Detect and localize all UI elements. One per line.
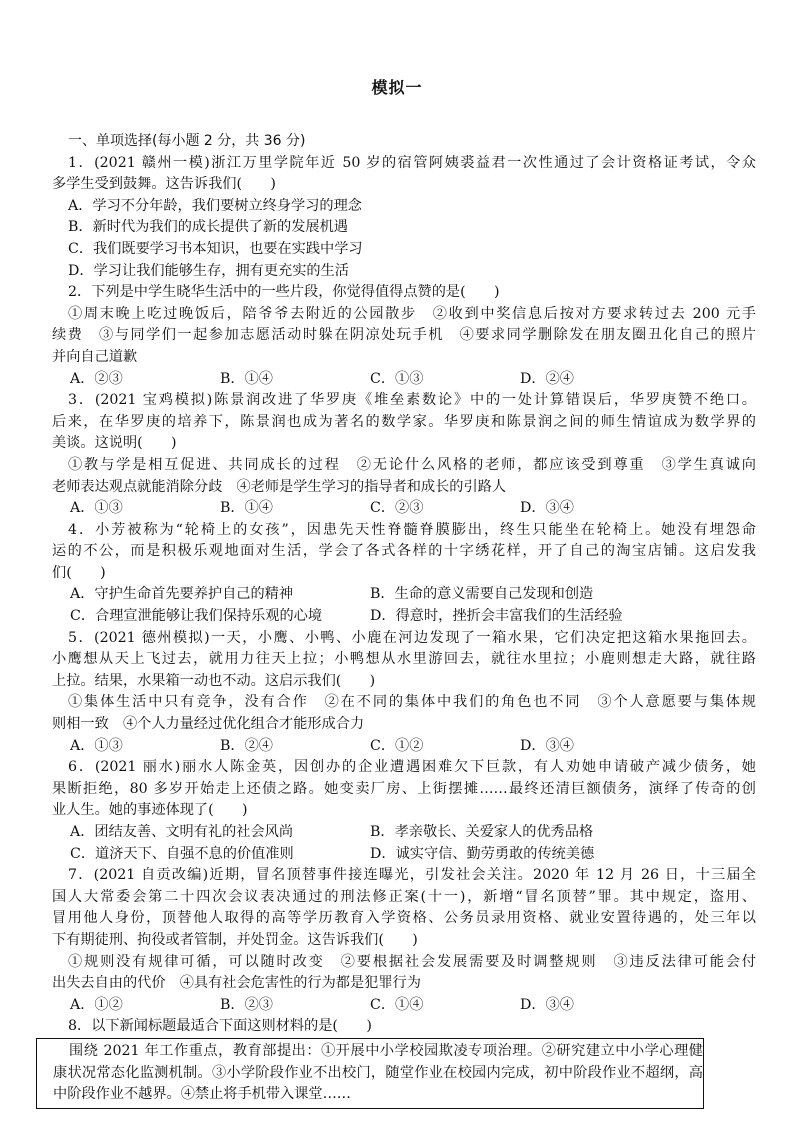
option-a: A．守护生命首先要养护自己的精神 bbox=[70, 586, 294, 603]
option-b: B．①④ bbox=[220, 500, 273, 517]
question-stem-line: 6．(2021 丽水)丽水人陈金英，因创办的企业遭遇困难欠下巨款，有人劝她申请破产减少债务，她 bbox=[68, 759, 756, 776]
question-stem-line: 运的不公，而是积极乐观地面对生活，学会了各式各样的十字绣花样，开了自己的淘宝店铺。这启发我 bbox=[52, 543, 756, 560]
section-heading: 一、单项选择(每小题 2 分，共 36 分) bbox=[68, 133, 306, 149]
material-line: 中阶段作业不越界。④禁止将手机带入课堂…… bbox=[53, 1086, 351, 1103]
material-line: 围绕 2021 年工作重点，教育部提出：①开展中小学校园欺凌专项治理。②研究建立中小学心理健 bbox=[69, 1042, 703, 1059]
options-row bbox=[52, 844, 756, 866]
material-line: 康状况常态化监测机制。③小学阶段作业不出校门，随堂作业在校园内完成，初中阶段作业不超纲，高 bbox=[53, 1064, 703, 1081]
statement-line: 则相一致 ④个人力量经过优化组合才能形成合力 bbox=[52, 716, 365, 733]
option-b: B．孝亲敬长、关爱家人的优秀品格 bbox=[370, 824, 594, 840]
statement-line: ①教与学是相互促进、共同成长的过程 ②无论什么风格的老师，都应该受到尊重 ③学生真诚向 bbox=[68, 456, 756, 473]
option-b: B．新时代为我们的成长提供了新的发展机遇 bbox=[68, 219, 348, 236]
question-stem-line: 小鹰想从天上飞过去，就用力往天上拉；小鸭想从水里游回去，就往水里拉；小鹿则想走大路，就往路 bbox=[52, 651, 756, 668]
option-b: B．生命的意义需要自己发现和创造 bbox=[370, 586, 594, 603]
question-stem-line: 5．(2021 德州模拟)一天，小鹰、小鸭、小鹿在河边发现了一箱水果，它们决定把这箱水果拖回去。 bbox=[68, 629, 756, 646]
option-c: C．①② bbox=[370, 737, 424, 754]
option-b: B．①④ bbox=[220, 370, 273, 387]
statement-line: 续费 ③与同学们一起参加志愿活动时躲在阴凉处玩手机 ④要求同学删除发在朋友圈丑化自己的照片 bbox=[52, 327, 756, 344]
question-stem-line: 上拉。结果，水果箱一动也不动。这启示我们( ) bbox=[52, 672, 376, 689]
page-title: 模拟一 bbox=[371, 78, 423, 97]
material-box bbox=[36, 1038, 704, 1109]
option-c: C．②③ bbox=[370, 500, 424, 517]
question-stem-line: 果断拒绝，80 多岁开始走上还债之路。她变卖厂房、上街摆摊……最终还清巨额债务，演绎了传奇的创 bbox=[52, 780, 756, 797]
statement-line: 老师表达观点就能消除分歧 ④老师是学生学习的指导者和成长的引路人 bbox=[52, 478, 507, 495]
question-stem-line: 国人大常委会第二十四次会议表决通过的刑法修正案(十一)，新增“冒名顶替”罪。其中规定，盗用、 bbox=[52, 888, 756, 905]
statement-line: ①周末晚上吃过晚饭后，陪爷爷去附近的公园散步 ②收到中奖信息后按对方要求转过去 200 元手 bbox=[68, 305, 756, 322]
question-stem-line: 后来，在华罗庚的培养下，陈景润也成为著名的数学家。华罗庚和陈景润之间的师生情谊成为数学界的 bbox=[52, 413, 756, 430]
options-row bbox=[52, 606, 756, 628]
statement-line: ①集体生活中只有竞争，没有合作 ②在不同的集体中我们的角色也不同 ③个人意愿要与集体规 bbox=[68, 694, 756, 711]
option-d: D．③④ bbox=[520, 996, 574, 1013]
option-d: D．诚实守信、勤劳勇敢的传统美德 bbox=[370, 845, 595, 862]
statement-line: 并向自己道歉 bbox=[52, 348, 138, 365]
option-c: C．道济天下、自强不息的价值准则 bbox=[70, 845, 294, 862]
question-stem-line: 业人生。她的事迹体现了( ) bbox=[52, 802, 248, 819]
option-d: D．③④ bbox=[520, 500, 574, 517]
option-b: B．②③ bbox=[220, 996, 273, 1013]
option-d: D．学习让我们能够生存，拥有更充实的生活 bbox=[68, 262, 349, 279]
options-row bbox=[52, 995, 756, 1017]
option-a: A．团结友善、文明有礼的社会风尚 bbox=[70, 824, 294, 840]
options-row bbox=[52, 822, 756, 844]
option-c: C．我们既要学习书本知识，也要在实践中学习 bbox=[68, 240, 363, 257]
question-stem-line: 2．下列是中学生晓华生活中的一些片段，你觉得值得点赞的是( ) bbox=[68, 284, 500, 301]
question-list bbox=[52, 131, 756, 1109]
option-a: A．①② bbox=[70, 996, 123, 1013]
statement-line: 出失去自由的代价 ④具有社会危害性的行为都是犯罪行为 bbox=[52, 975, 421, 992]
options-row bbox=[52, 736, 756, 758]
statement-line: ①规则没有规律可循，可以随时改变 ②要根据社会发展需要及时调整规则 ③违反法律可能会付 bbox=[68, 953, 756, 970]
question-stem-line: 冒用他人身份，顶替他人取得的高等学历教育入学资格、公务员录用资格、就业安置待遇的，处三年以 bbox=[52, 910, 756, 927]
option-b: B．②④ bbox=[220, 737, 273, 754]
option-d: D．②④ bbox=[520, 370, 574, 387]
question-stem-line: 4．小芳被称为“轮椅上的女孩”，因患先天性脊髓脊膜膨出，终生只能坐在轮椅上。她没有埋怨命 bbox=[68, 521, 756, 538]
option-a: A．①③ bbox=[70, 737, 123, 754]
option-a: A．①③ bbox=[70, 500, 123, 517]
question-stem-line: 下有期徒刑、拘役或者管制，并处罚金。这告诉我们( ) bbox=[52, 931, 418, 948]
option-a: A．②③ bbox=[70, 370, 123, 387]
option-c: C．合理宣泄能够让我们保持乐观的心境 bbox=[70, 608, 323, 625]
question-stem-line: 多学生受到鼓舞。这告诉我们( ) bbox=[52, 176, 276, 193]
question-stem-line: 7．(2021 自贡改编)近期，冒名顶替事件接连曝光，引发社会关注。2020 年 12 月 26 日，十三届全 bbox=[68, 867, 756, 884]
question-stem-line: 3．(2021 宝鸡模拟)陈景润改进了华罗庚《堆垒素数论》中的一处计算错误后，华罗庚赞不绝口。 bbox=[68, 392, 756, 409]
options-row bbox=[52, 498, 756, 520]
option-c: C．①④ bbox=[370, 996, 424, 1013]
options-row bbox=[52, 584, 756, 606]
option-d: D．③④ bbox=[520, 737, 574, 754]
option-a: A．学习不分年龄，我们要树立终身学习的理念 bbox=[68, 197, 362, 214]
option-d: D．得意时，挫折会丰富我们的生活经验 bbox=[370, 608, 623, 625]
option-c: C．①③ bbox=[370, 370, 424, 387]
question-stem-line: 美谈。这说明( ) bbox=[52, 435, 177, 452]
question-stem-line: 1．(2021 赣州一模)浙江万里学院年近 50 岁的宿管阿姨裘益君一次性通过了会计资格证考试，令众 bbox=[68, 154, 756, 171]
question-stem-line: 8．以下新闻标题最适合下面这则材料的是( ) bbox=[68, 1018, 372, 1035]
options-row bbox=[52, 369, 756, 391]
question-stem-line: 们( ) bbox=[52, 564, 106, 581]
